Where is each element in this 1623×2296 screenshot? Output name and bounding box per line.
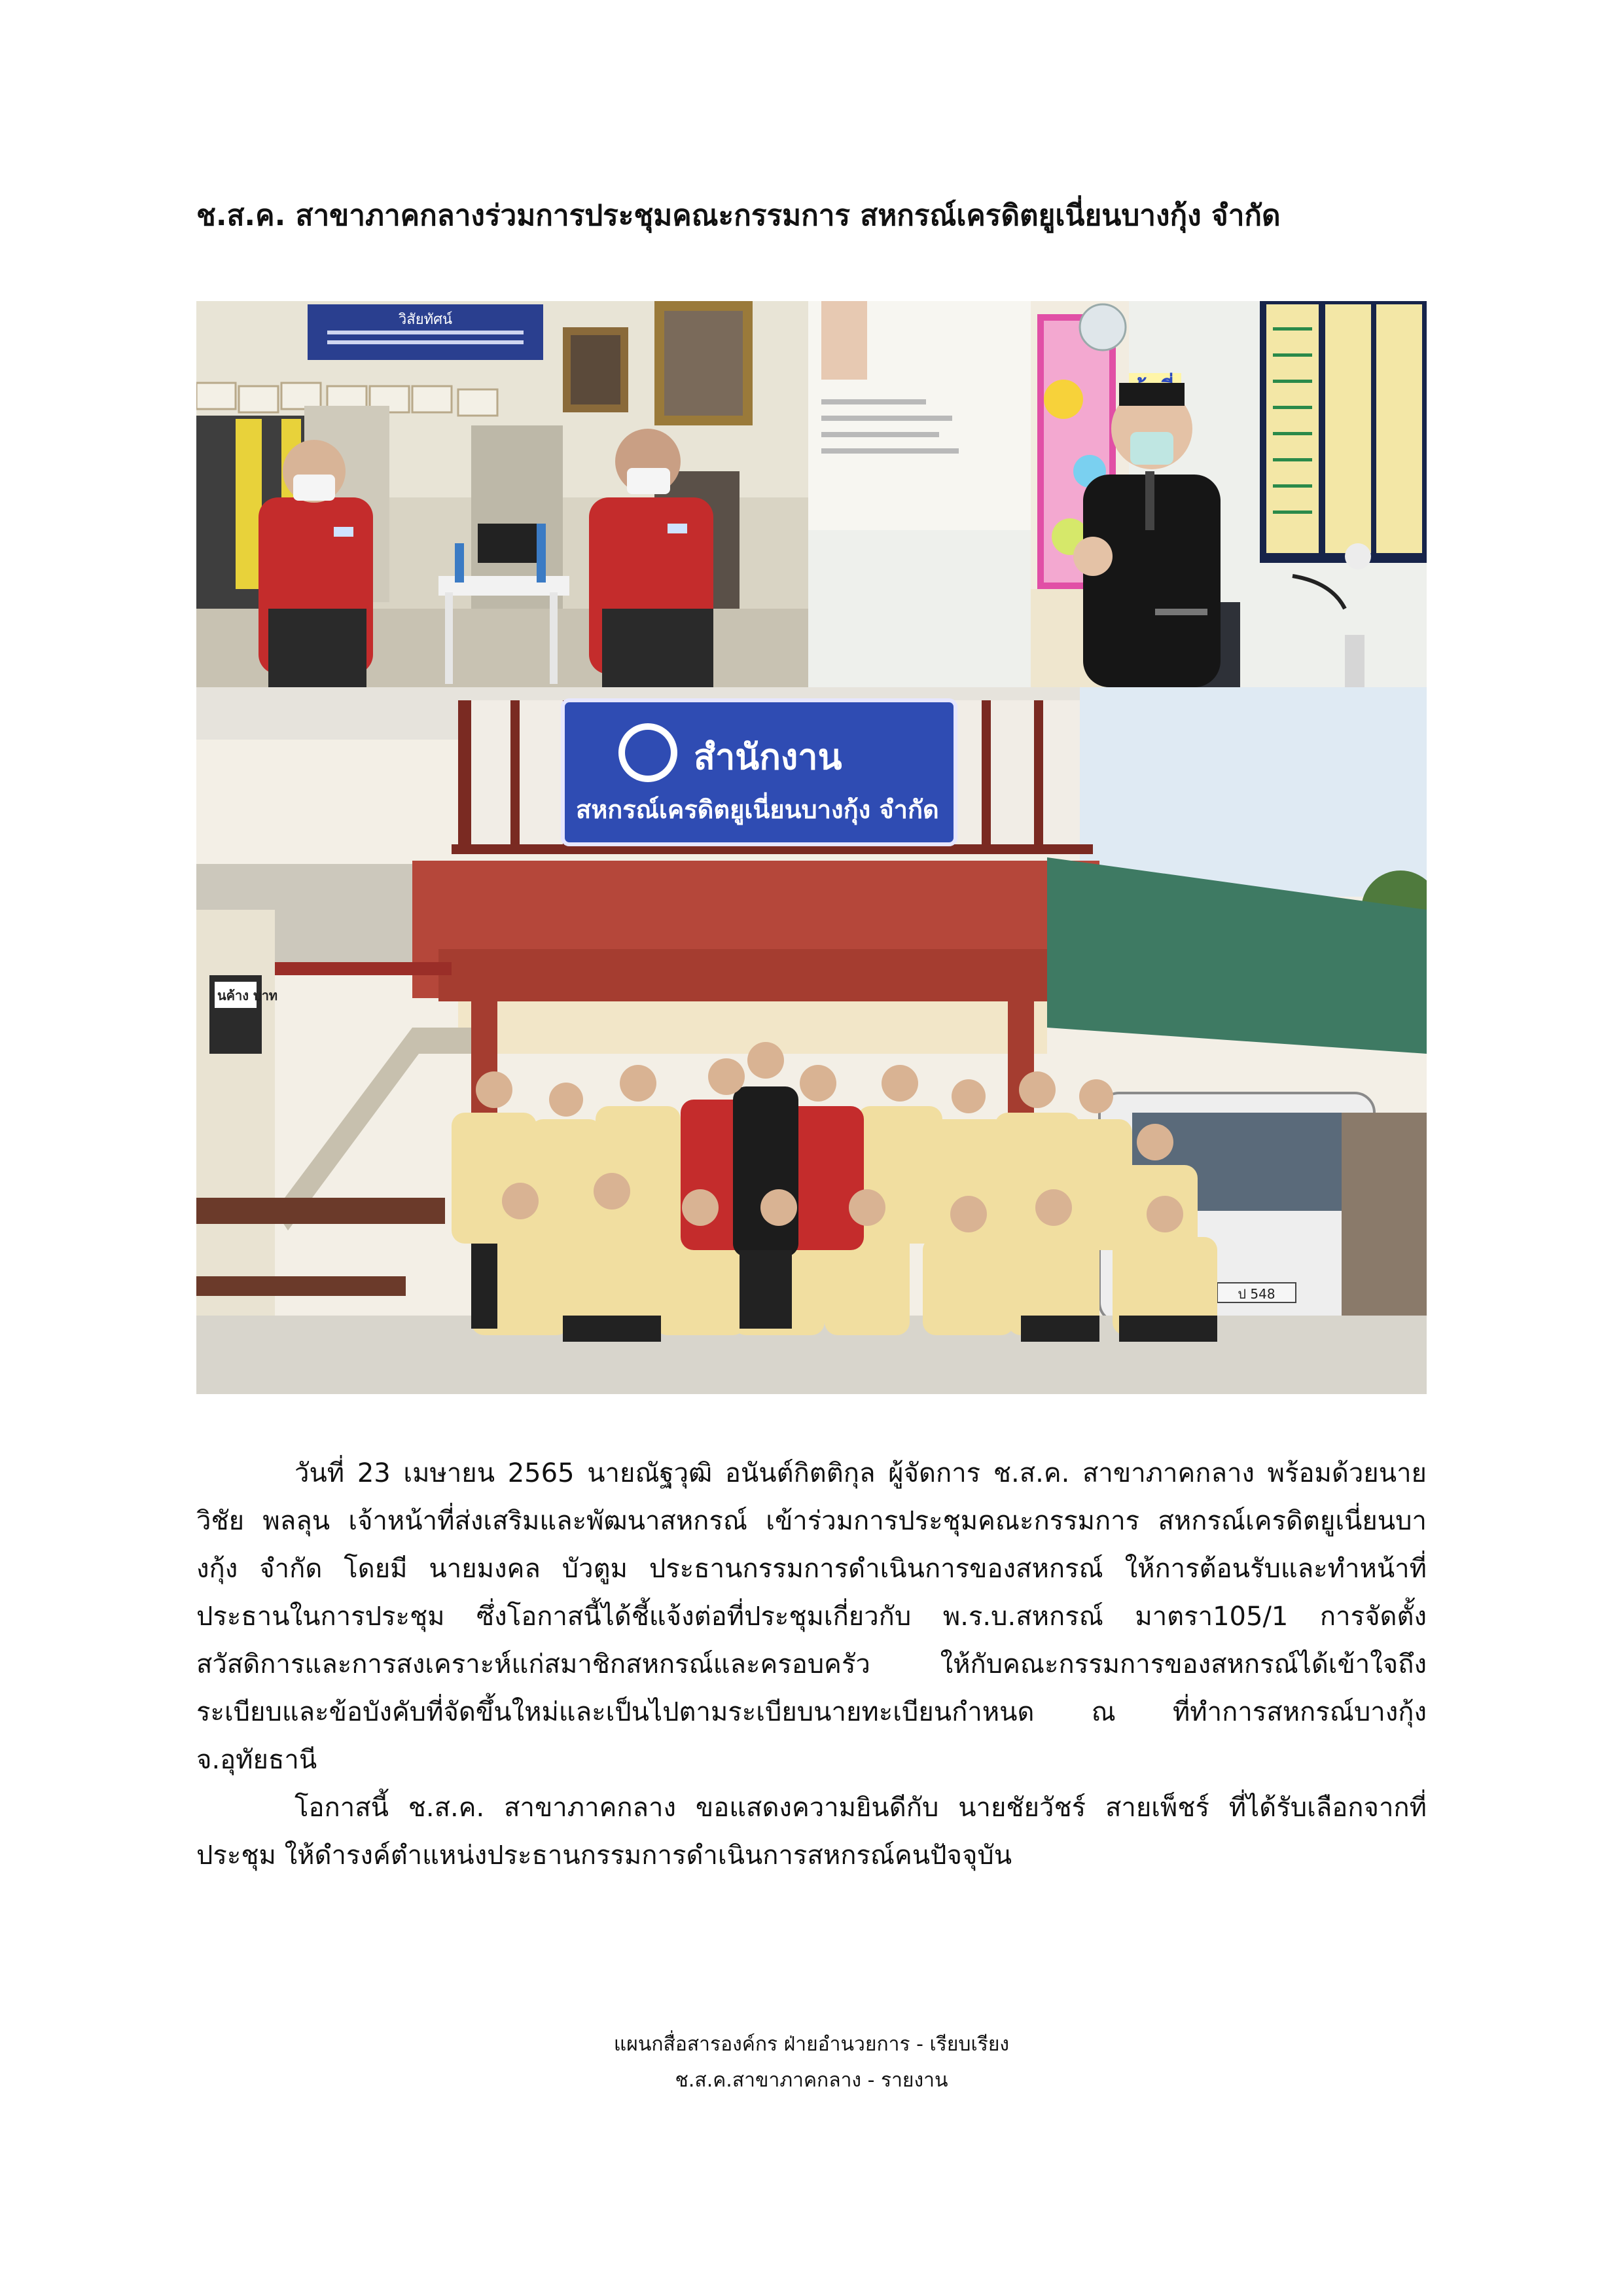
building-sign-line2: สหกรณ์เครดิตยูเนี่ยนบางกุ้ง จำกัด [576,795,939,824]
speaker-presentation-photo [808,301,1427,687]
group-photo-office [196,687,1427,1394]
side-sign: นค้าง บาท [217,988,278,1003]
body-paragraph-1: วันที่ 23 เมษายน 2565 นายณัฐวุฒิ อนันต์กิตติกุล ผู้จัดการ ช.ส.ค. สาขาภาคกลาง พร้อมด้วยนายวิชัย พลลุน เจ้าหน้าที่ส่งเสริมและพัฒนาสหกรณ์ เข้าร่วมการประชุมคณะกรรมการ สหกรณ์เครดิตยูเนี่ยนบางกุ้ง จำกัด โดยมี นายมงคล บัวตูม ประธานกรรมการดำเนินการของสหกรณ์ ให้การต้อนรับและทำหน้าที่ประธานในการประชุม ซึ่งโอกาสนี้ได้ชี้แจ้งต่อที่ประชุมเกี่ยวกับ พ.ร.บ.สหกรณ์ มาตรา105/1 การจัดตั้งสวัสดิการและการสงเคราะห์แก่สมาชิกสหกรณ์และครอบครัว ให้กับคณะกรรมการของสหกรณ์ได้เข้าใจถึงระเบียบและข้อบังคับที่จัดขึ้นใหม่และเป็นไปตามระเบียบนายทะเบียนกำหนด ณ ที่ทำการสหกรณ์บางกุ้ง จ.อุทัยธานี [196,1458,1427,1775]
article-body [196,1450,1427,1880]
banner-text: วิสัยทัศน์ [398,312,453,328]
body-paragraph-2: โอกาสนี้ ช.ส.ค. สาขาภาคกลาง ขอแสดงความยินดีกับ นายชัยวัชร์ สายเพ็ชร์ ที่ได้รับเลือกจากที่ประชุม ให้ดำรงค์ตำแหน่งประธานกรรมการดำเนินการสหกรณ์คนปัจจุบัน [196,1793,1427,1871]
license-plate: ป 548 [1238,1286,1275,1302]
meeting-room-photo [196,301,808,687]
building-sign-line1: สำนักงาน [694,736,842,778]
footer-line-2: ช.ส.ค.สาขาภาคกลาง - รายงาน [675,2069,948,2092]
page-title: ช.ส.ค. สาขาภาคกลางร่วมการประชุมคณะกรรมการ สหกรณ์เครดิตยูเนี่ยนบางกุ้ง จำกัด [196,199,1281,232]
footer-line-1: แผนกสื่อสารองค์กร ฝ่ายอำนวยการ - เรียบเรียง [613,2033,1010,2056]
